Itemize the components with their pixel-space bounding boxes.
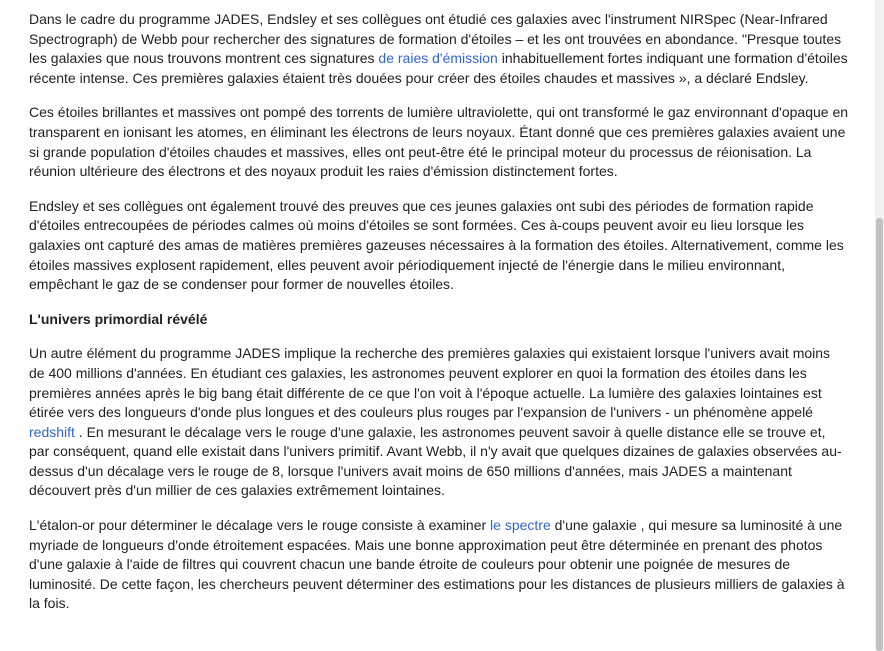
link-raies-emission[interactable]: de raies d'émission (378, 50, 498, 67)
link-spectre[interactable]: le spectre (490, 517, 551, 534)
text: inhabituellement fortes indiquant une formation d'étoiles récente intense. Ces premières galaxies étaient très douées pour créer des étoiles chaudes et massives », a déclaré Endsley. (29, 50, 848, 86)
article-body (29, 10, 849, 629)
text: Un autre élément du programme JADES implique la recherche des premières galaxies qui existaient lorsque l'univers avait moins de 400 millions d'années. En étudiant ces galaxies, les astronomes peuvent explorer en quoi la formation des étoiles dans les premières années après le big bang était différente de ce que l'on voit à l'époque actuelle. La lumière des galaxies lointaines est étirée vers des longueurs d'onde plus longues et des couleurs plus rouges par l'expansion de l'univers - un phénomène appelé (29, 345, 831, 421)
text: L'étalon-or pour déterminer le décalage vers le rouge consiste à examiner (29, 517, 491, 534)
scrollbar-thumb[interactable] (876, 218, 883, 651)
text: d'une galaxie , qui mesure sa luminosité à une myriade de longueurs d'onde étroitement espacées. Mais une bonne approximation peut être déterminée en prenant des photos d'une galaxie à l'aide de filtres qui couvrent chacun une bande étroite de couleurs pour obtenir une poignée de mesures de luminosité. De cette façon, les chercheurs peuvent déterminer des estimations pour les distances de plusieurs milliers de galaxies à la fois. (29, 517, 845, 612)
section-heading: L'univers primordial révélé (29, 310, 208, 327)
vertical-scrollbar[interactable] (875, 0, 884, 651)
text: . En mesurant le décalage vers le rouge d'une galaxie, les astronomes peuvent savoir à quelle distance elle se trouve et, par conséquent, quand elle existait dans l'univers primitif. Avant Webb, il n'y avait que quelques dizaines de galaxies observées au-dessus d'un décalage vers le rouge de 8, lorsque l'univers avait moins de 650 millions d'années, mais JADES a maintenant découvert près d'un millier de ces galaxies extrêmement lointaines. (29, 423, 842, 499)
link-redshift[interactable]: redshift (29, 423, 75, 440)
text: Dans le cadre du programme JADES, Endsley et ses collègues ont étudié ces galaxies avec l'instrument NIRSpec (Near-Infrared Spectrograph) de Webb pour rechercher des signatures de formation d'étoiles – et les ont trouvées en abondance. "Presque toutes les galaxies que nous trouvons montrent ces signatures (29, 11, 842, 67)
paragraph-reionisation: Ces étoiles brillantes et massives ont pompé des torrents de lumière ultraviolette, qui ont transformé le gaz environnant d'opaque en transparent en ionisant les atomes, en éliminant les électrons de leurs noyaux. Étant donné que ces premières galaxies avaient une si grande population d'étoiles chaudes et massives, elles ont peut-être été le principal moteur du processus de réionisation. La réunion ultérieure des électrons et des noyaux produit les raies d'émission distinctement fortes. (29, 104, 849, 180)
paragraph-spectrum (29, 516, 849, 614)
paragraph-star-formation-bursts: Endsley et ses collègues ont également trouvé des preuves que ces jeunes galaxies ont subi des périodes de formation rapide d'étoiles entrecoupées de périodes calmes où moins d'étoiles se sont formées. Ces à-coups peuvent avoir eu lieu lorsque les galaxies ont capturé des amas de matières premières gazeuses nécessaires à la formation des étoiles. Alternativement, comme les étoiles massives explosent rapidement, elles peuvent avoir périodiquement injecté de l'énergie dans le milieu environnant, empêchant le gaz de se condenser pour former de nouvelles étoiles. (29, 197, 844, 293)
paragraph-jades-nirspec (29, 10, 849, 88)
paragraph-early-galaxies (29, 344, 849, 501)
